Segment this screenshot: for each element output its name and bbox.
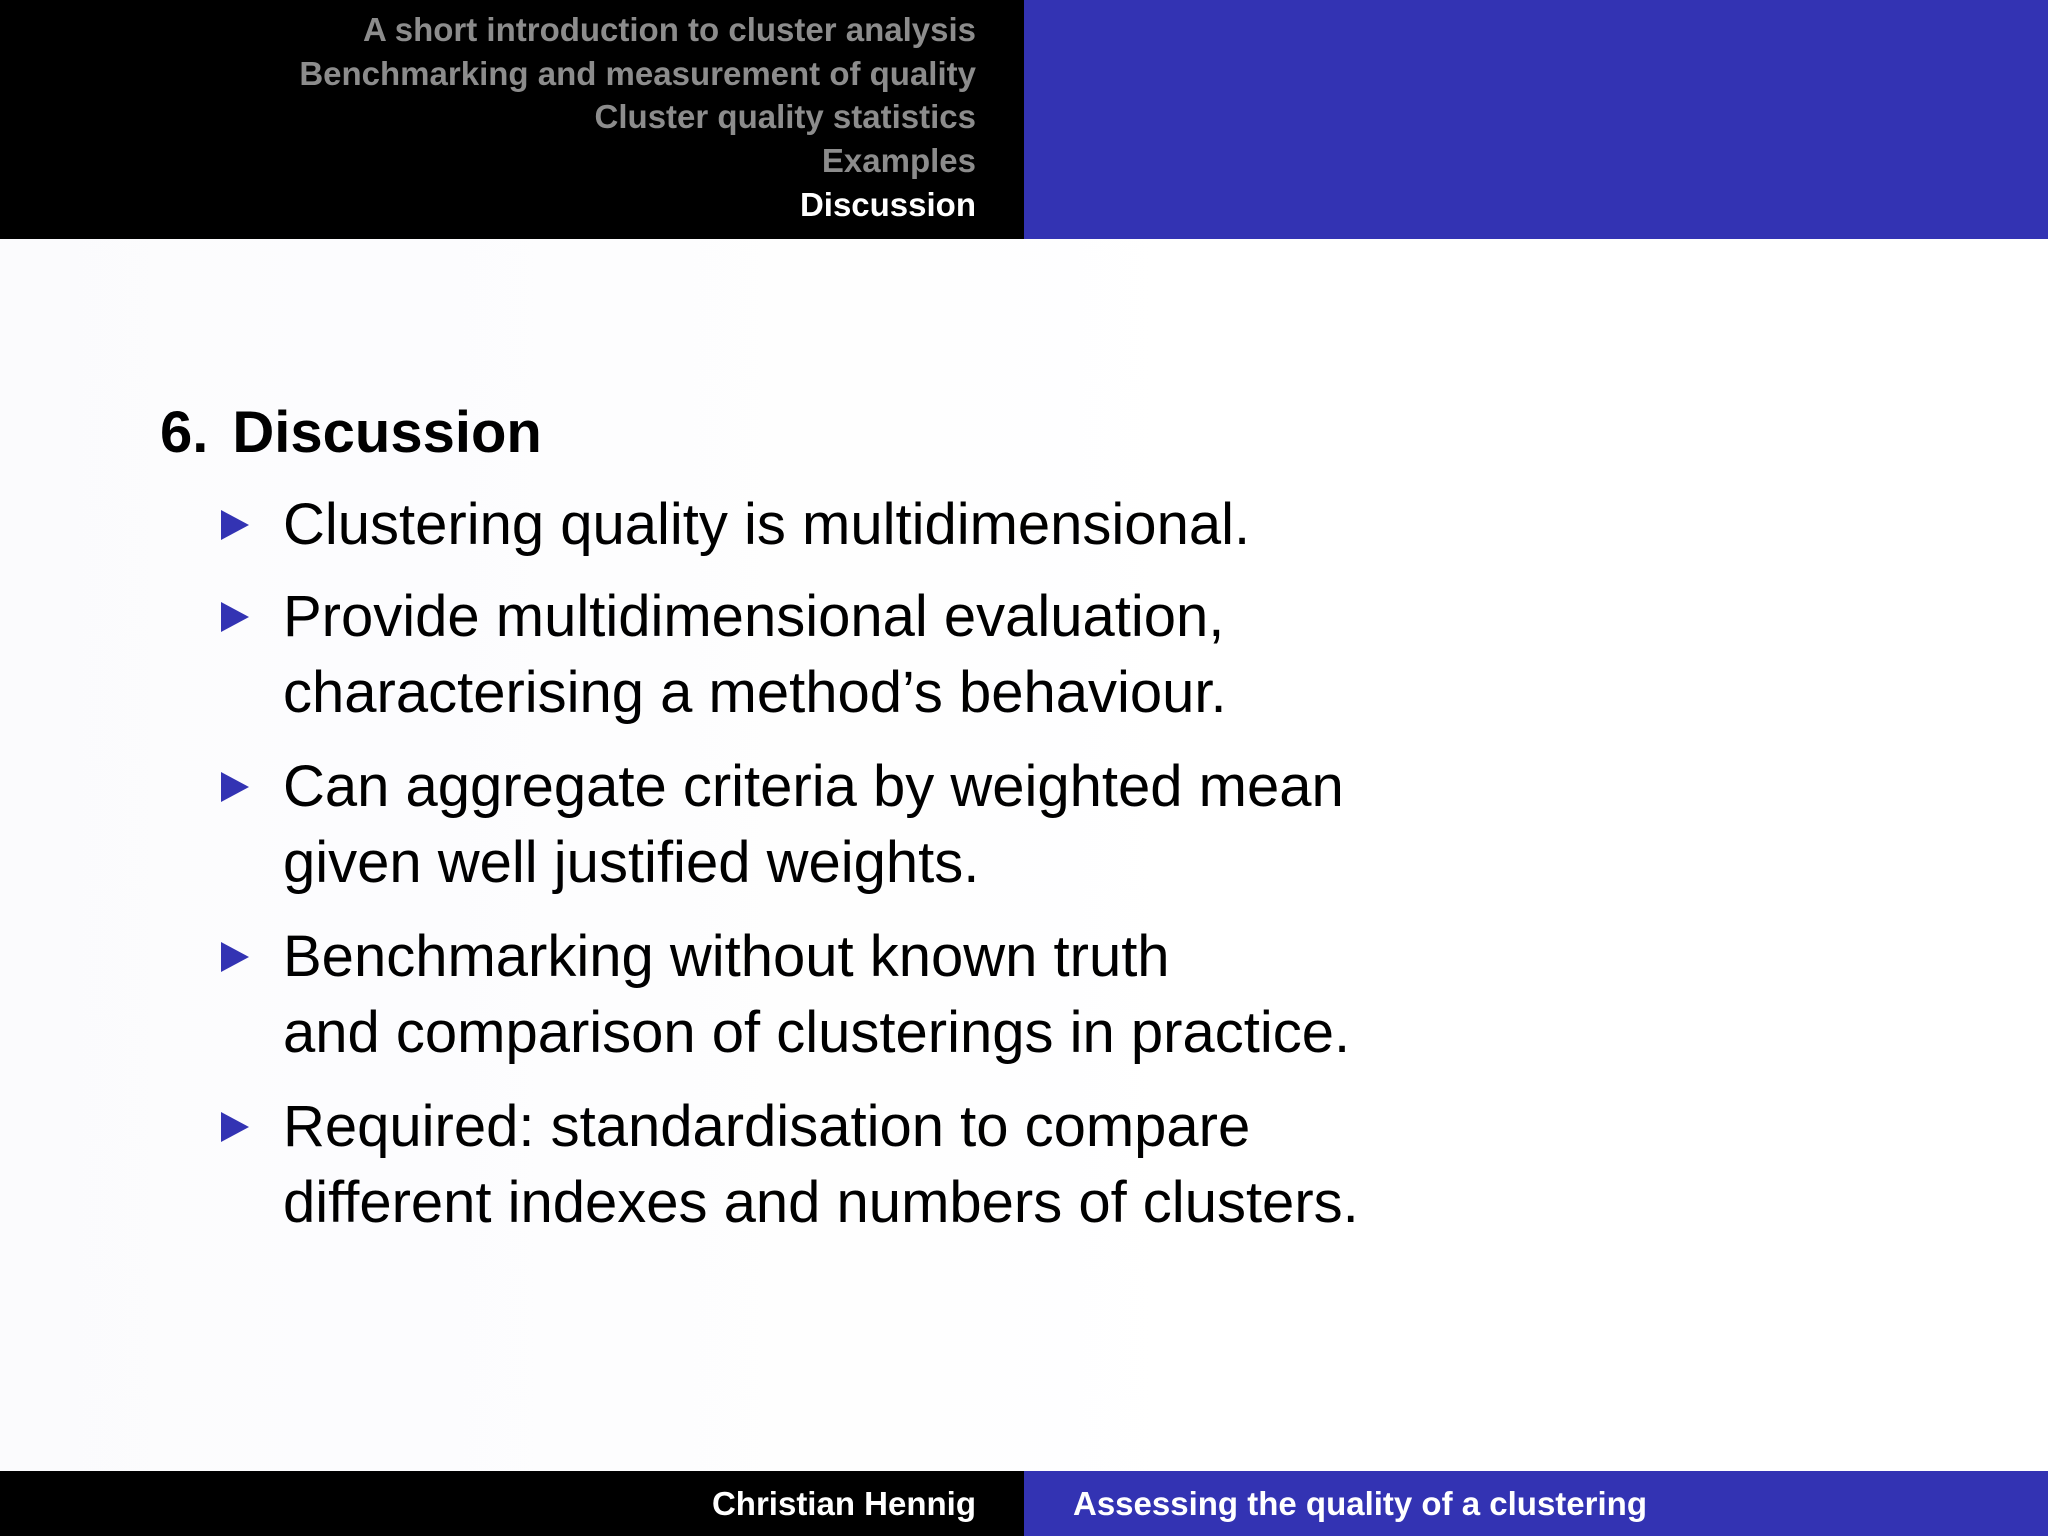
slide-header <box>0 0 2048 239</box>
nav-item-discussion[interactable]: Discussion <box>799 185 976 223</box>
section-navigation <box>0 0 1024 239</box>
nav-item-benchmarking[interactable]: Benchmarking and measurement of quality <box>299 54 976 92</box>
bullet-text: Provide multidimensional evaluation, characterising a method’s behaviour. <box>283 584 1227 725</box>
footer-author: Christian Hennig <box>0 1471 1024 1536</box>
triangle-right-icon <box>221 602 249 632</box>
bullet-text: Clustering quality is multidimensional. <box>283 492 1251 557</box>
section-number: 6. <box>160 400 209 465</box>
triangle-right-icon <box>221 510 249 540</box>
bullet-text: Benchmarking without known truth and comparison of clusterings in practice. <box>283 924 1351 1065</box>
nav-item-examples[interactable]: Examples <box>821 142 976 180</box>
triangle-right-icon <box>221 942 249 972</box>
triangle-right-icon <box>221 772 249 802</box>
section-heading <box>160 393 542 473</box>
bullet-text: Required: standardisation to compare different indexes and numbers of clusters. <box>283 1094 1359 1235</box>
triangle-right-icon <box>221 1112 249 1142</box>
section-title: Discussion <box>232 400 542 465</box>
nav-item-cluster-quality-statistics[interactable]: Cluster quality statistics <box>594 98 976 136</box>
slide-footer <box>0 1471 2048 1536</box>
bullet-text: Can aggregate criteria by weighted mean given well justified weights. <box>283 754 1344 895</box>
header-accent-panel <box>1024 0 2048 239</box>
footer-talk-title: Assessing the quality of a clustering <box>1024 1471 2048 1536</box>
nav-item-introduction[interactable]: A short introduction to cluster analysis <box>362 11 976 48</box>
